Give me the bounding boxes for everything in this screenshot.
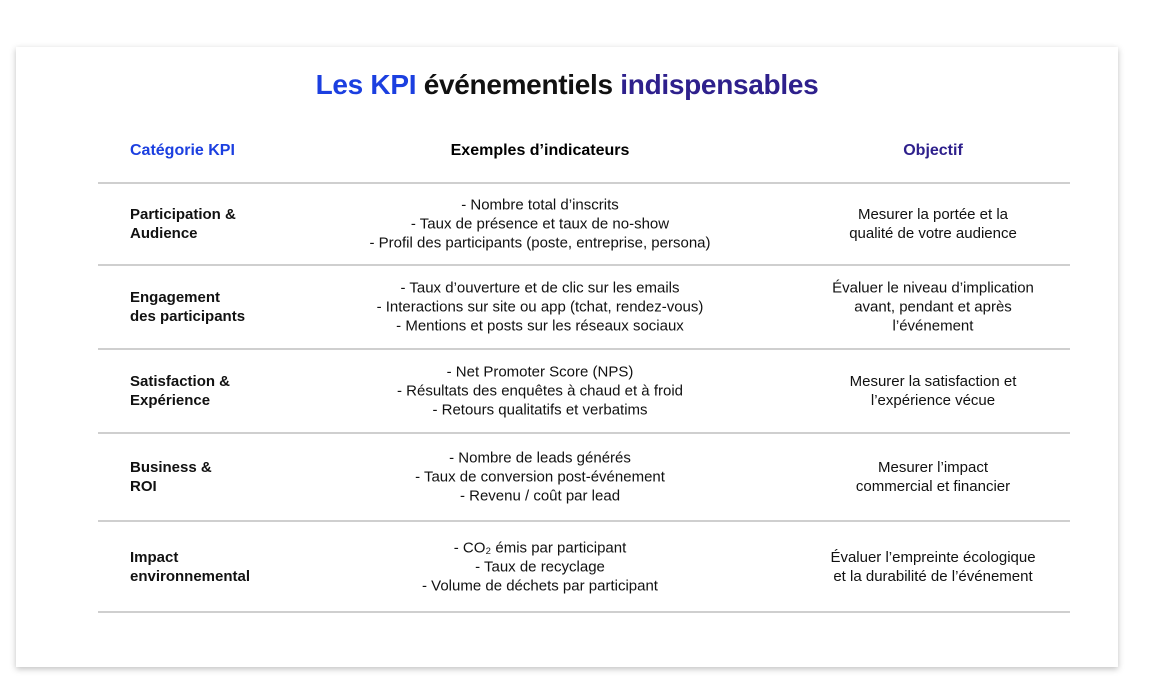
cell-line: Mesurer la portée et la <box>857 206 1009 223</box>
cell-line: - Interactions sur site ou app (tchat, rendez-vous) <box>376 298 704 316</box>
cell-line: - Mentions et posts sur les réseaux sociaux <box>396 317 684 335</box>
category-cell <box>130 458 330 496</box>
category-cell <box>130 205 330 243</box>
cell-line: Expérience <box>130 392 211 409</box>
cell-line: - Nombre total d’inscrits <box>461 196 619 214</box>
cell-line: Impact <box>130 548 179 566</box>
cell-line: Évaluer le niveau d’implication <box>832 279 1034 297</box>
cell-line: commercial et financier <box>855 478 1011 495</box>
cell-line: Business & <box>130 459 212 476</box>
cell-line: Participation & <box>130 206 236 223</box>
examples-cell <box>340 279 740 336</box>
cell-line: - CO₂ émis par participant <box>453 539 627 556</box>
cell-line: environnemental <box>130 567 251 585</box>
cell-line: - Nombre de leads générés <box>449 449 631 467</box>
category-cell <box>130 372 330 410</box>
cell-line: avant, pendant et après <box>854 298 1012 316</box>
cell-line: l’expérience vécue <box>870 392 996 409</box>
objective-cell <box>798 205 1068 243</box>
kpi-table <box>98 129 1070 613</box>
examples-cell <box>340 449 740 506</box>
table-row <box>98 184 1070 266</box>
examples-cell <box>340 196 740 253</box>
cell-line: Mesurer la satisfaction et <box>849 373 1017 390</box>
table-row <box>98 350 1070 434</box>
header-objective: Objectif <box>903 142 963 159</box>
objective-cell <box>798 279 1068 336</box>
page-title: Les KPI événementiels indispensables <box>315 69 819 100</box>
header-category: Catégorie KPI <box>130 142 235 159</box>
table-row <box>98 266 1070 350</box>
cell-line: Engagement <box>130 289 221 306</box>
category-cell <box>130 288 330 326</box>
examples-cell <box>340 538 740 595</box>
objective-cell <box>798 548 1068 586</box>
header-examples: Exemples d’indicateurs <box>450 142 630 159</box>
cell-line: Évaluer l’empreinte écologique <box>830 548 1036 566</box>
cell-line: Mesurer l’impact <box>877 459 989 476</box>
table-row <box>98 522 1070 613</box>
examples-cell <box>340 363 740 420</box>
table-header <box>98 129 1070 184</box>
kpi-card <box>16 47 1118 667</box>
cell-line: - Retours qualitatifs et verbatims <box>432 401 648 419</box>
cell-line: - Taux de conversion post-événement <box>415 468 665 486</box>
cell-line: - Volume de déchets par participant <box>422 577 658 594</box>
table-row <box>98 434 1070 522</box>
cell-line: - Taux de présence et taux de no-show <box>410 215 670 233</box>
objective-cell <box>798 372 1068 410</box>
cell-line: qualité de votre audience <box>849 225 1017 242</box>
cell-line: des participants <box>130 308 246 325</box>
cell-line: - Résultats des enquêtes à chaud et à froid <box>396 382 683 400</box>
cell-line: l’événement <box>892 317 974 335</box>
category-cell <box>130 548 330 586</box>
objective-cell <box>798 458 1068 496</box>
cell-line: - Net Promoter Score (NPS) <box>446 363 634 381</box>
cell-line: Audience <box>130 225 198 242</box>
cell-line: - Revenu / coût par lead <box>459 487 621 505</box>
cell-line: Satisfaction & <box>130 373 231 390</box>
cell-line: - Taux de recyclage <box>475 558 605 575</box>
cell-line: - Taux d’ouverture et de clic sur les emails <box>400 279 680 297</box>
cell-line: et la durabilité de l’événement <box>833 567 1033 585</box>
cell-line: ROI <box>130 478 157 495</box>
cell-line: - Profil des participants (poste, entreprise, persona) <box>369 234 711 252</box>
